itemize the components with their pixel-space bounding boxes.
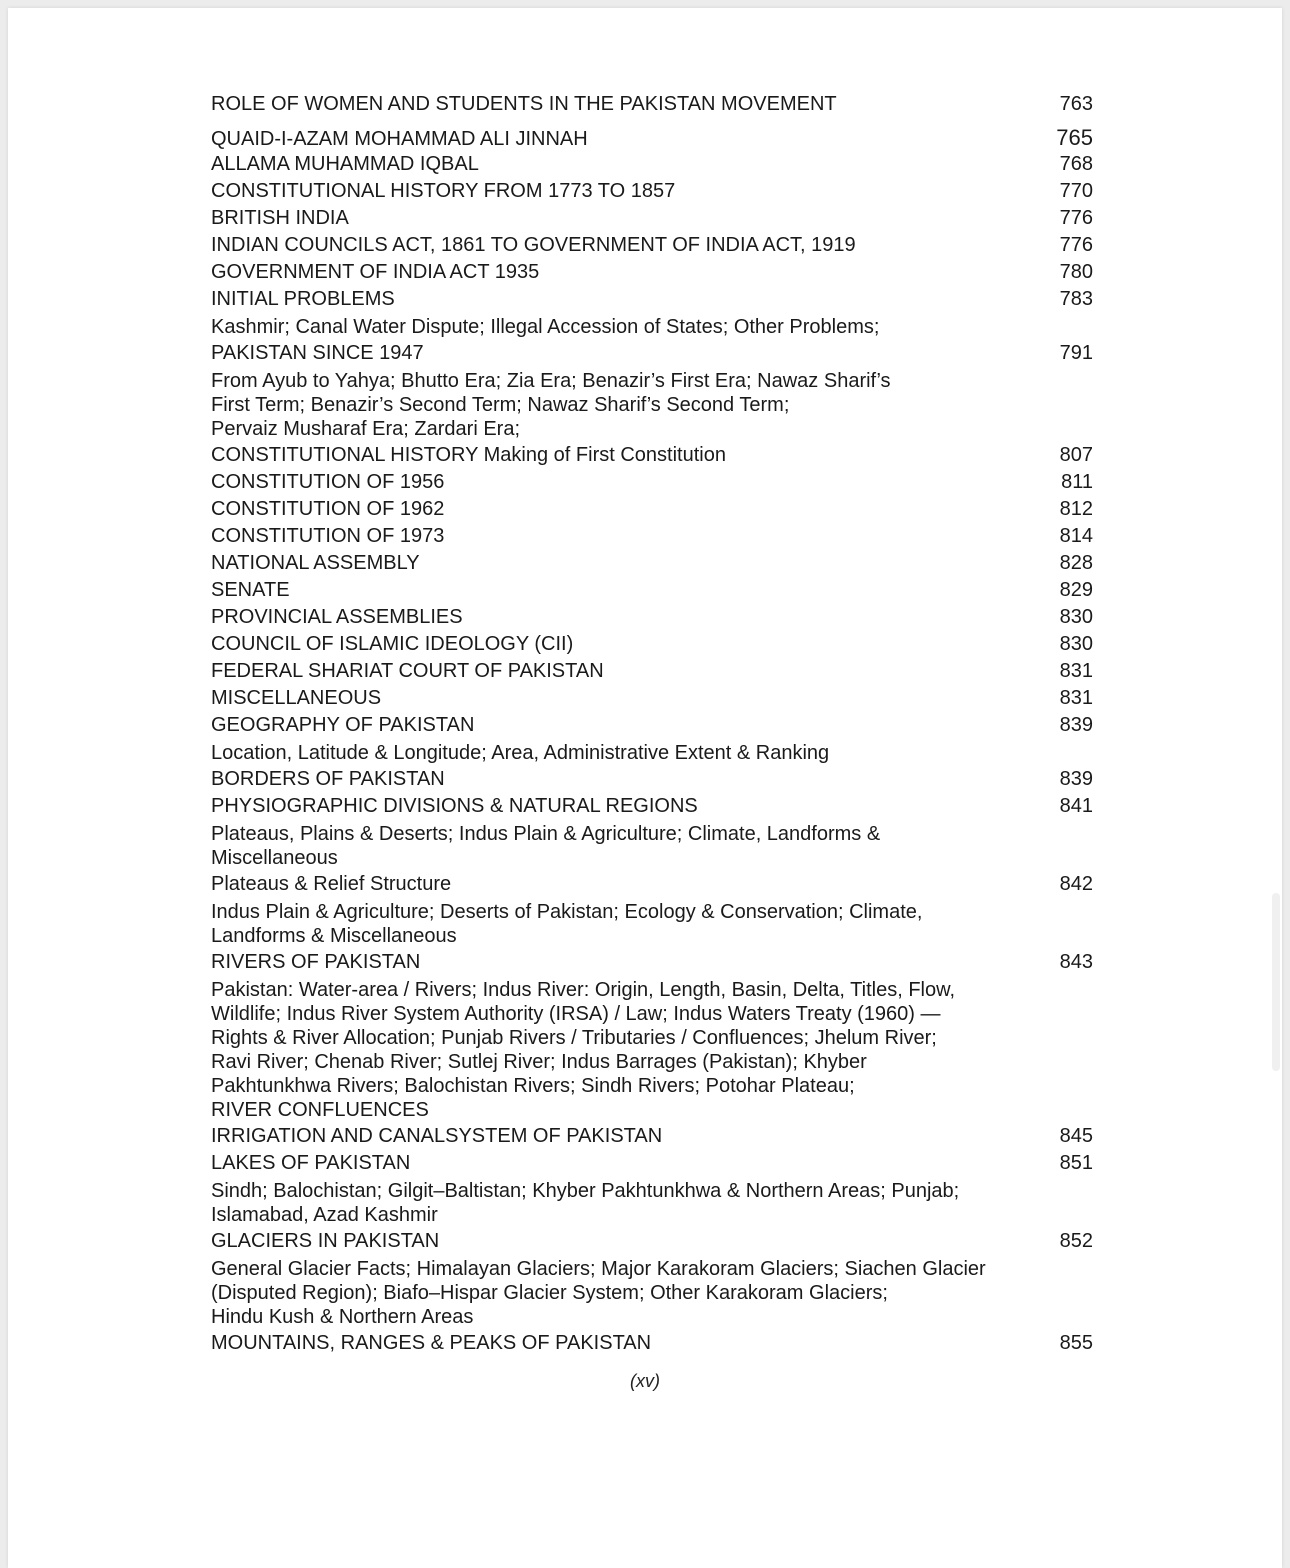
toc-entry[interactable] [211,286,1093,313]
toc-entry[interactable] [211,1150,1093,1177]
toc-entry-description [211,820,1093,871]
toc-entry[interactable] [211,550,1093,577]
toc-entry[interactable] [211,1228,1093,1255]
description-line: Islamabad, Azad Kashmir [211,1204,438,1226]
description-line: (Disputed Region); Biafo–Hispar Glacier System; Other Karakoram Glaciers; [211,1282,888,1304]
toc-entry-page-number: 768 [1059,153,1093,175]
toc-entry[interactable] [211,91,1093,124]
toc-entry[interactable] [211,442,1093,469]
toc-entry-title: MISCELLANEOUS [211,687,382,709]
toc-entry[interactable] [211,523,1093,550]
toc-entry-page-number: 855 [1059,1332,1093,1354]
toc-entry-title: BORDERS OF PAKISTAN [211,768,445,790]
description-line: From Ayub to Yahya; Bhutto Era; Zia Era; Benazir’s First Era; Nawaz Sharif’s [211,370,891,392]
toc-entry[interactable] [211,178,1093,205]
description-line: Pervaiz Musharaf Era; Zardari Era; [211,418,520,440]
toc-entry-title: INDIAN COUNCILS ACT, 1861 TO GOVERNMENT OF INDIA ACT, 1919 [211,234,856,256]
description-line: Location, Latitude & Longitude; Area, Administrative Extent & Ranking [211,742,830,764]
toc-entry[interactable] [211,631,1093,658]
toc-entry[interactable] [211,871,1093,898]
toc-entry-title: CONSTITUTION OF 1973 [211,525,445,547]
toc-entry-page-number: 852 [1059,1230,1093,1252]
toc-entry-page-number: 770 [1059,180,1093,202]
toc-entry[interactable] [211,658,1093,685]
toc-entry[interactable] [211,469,1093,496]
toc-entry-page-number: 812 [1059,498,1093,520]
toc-entry-page-number: 831 [1059,660,1093,682]
toc-entry-title: LAKES OF PAKISTAN [211,1152,411,1174]
toc-entry-page-number: 811 [1061,471,1093,493]
description-line: Indus Plain & Agriculture; Deserts of Pakistan; Ecology & Conservation; Climate, [211,901,923,923]
table-of-contents [211,91,1093,1357]
toc-entry-page-number: 843 [1059,951,1093,973]
toc-entry-title: GOVERNMENT OF INDIA ACT 1935 [211,261,540,283]
toc-entry[interactable] [211,766,1093,793]
toc-entry[interactable] [211,496,1093,523]
toc-entry-page-number: 831 [1059,687,1093,709]
toc-entry[interactable] [211,577,1093,604]
toc-entry[interactable] [211,1123,1093,1150]
toc-entry-title: COUNCIL OF ISLAMIC IDEOLOGY (CII) [211,633,574,655]
toc-entry[interactable] [211,124,1093,151]
toc-entry-page-number: 763 [1059,93,1093,115]
toc-entry-title: Plateaus & Relief Structure [211,873,452,895]
toc-entry-page-number: 845 [1059,1125,1093,1147]
toc-entry-page-number: 765 [1056,125,1093,150]
description-line: Hindu Kush & Northern Areas [211,1306,474,1328]
description-line: Landforms & Miscellaneous [211,925,457,947]
toc-entry-title: CONSTITUTION OF 1956 [211,471,445,493]
toc-entry-page-number: 830 [1059,633,1093,655]
description-line: Plateaus, Plains & Deserts; Indus Plain & Agriculture; Climate, Landforms & [211,823,881,845]
toc-entry-title: SENATE [211,579,290,601]
toc-entry-title: FEDERAL SHARIAT COURT OF PAKISTAN [211,660,604,682]
toc-entry-title: NATIONAL ASSEMBLY [211,552,420,574]
toc-entry-description [211,898,1093,949]
toc-entry-description [211,1177,1093,1228]
description-line: Ravi River; Chenab River; Sutlej River; Indus Barrages (Pakistan); Khyber [211,1051,867,1073]
page-number-footer: (xv) [630,1371,660,1391]
toc-entry-page-number: 842 [1059,873,1093,895]
toc-entry-page-number: 791 [1059,342,1093,364]
document-page [8,8,1282,1568]
toc-entry-page-number: 839 [1059,714,1093,736]
toc-entry-page-number: 776 [1059,207,1093,229]
toc-entry[interactable] [211,151,1093,178]
toc-entry-description [211,739,1093,766]
description-line: RIVER CONFLUENCES [211,1099,429,1121]
toc-entry[interactable] [211,259,1093,286]
toc-entry-description [211,367,1093,442]
vertical-scrollbar[interactable] [1272,893,1280,1071]
toc-entry[interactable] [211,793,1093,820]
toc-entry-page-number: 829 [1059,579,1093,601]
toc-entry-title: CONSTITUTIONAL HISTORY Making of First Constitution [211,444,726,466]
toc-entry-title: PAKISTAN SINCE 1947 [211,342,424,364]
toc-entry-title: CONSTITUTIONAL HISTORY FROM 1773 TO 1857 [211,180,676,202]
description-line: General Glacier Facts; Himalayan Glaciers; Major Karakoram Glaciers; Siachen Glacier [211,1258,986,1280]
toc-entry-title: CONSTITUTION OF 1962 [211,498,445,520]
toc-entry[interactable] [211,205,1093,232]
toc-entry-page-number: 828 [1059,552,1093,574]
toc-entry-page-number: 839 [1059,768,1093,790]
description-line: Pakistan: Water-area / Rivers; Indus River: Origin, Length, Basin, Delta, Titles, Flow, [211,979,955,1001]
toc-entry-title: INITIAL PROBLEMS [211,288,395,310]
toc-entry-title: ROLE OF WOMEN AND STUDENTS IN THE PAKISTAN MOVEMENT [211,93,837,115]
description-line: Rights & River Allocation; Punjab Rivers / Tributaries / Confluences; Jhelum River; [211,1027,937,1049]
toc-entry[interactable] [211,604,1093,631]
toc-entry-page-number: 780 [1059,261,1093,283]
toc-entry-description [211,1255,1093,1330]
toc-entry-page-number: 783 [1059,288,1093,310]
toc-entry-page-number: 851 [1059,1152,1093,1174]
toc-entry[interactable] [211,712,1093,739]
toc-entry-title: PHYSIOGRAPHIC DIVISIONS & NATURAL REGIONS [211,795,698,817]
toc-entry-title: ALLAMA MUHAMMAD IQBAL [211,153,479,175]
toc-entry-description [211,313,1093,340]
toc-entry-page-number: 776 [1059,234,1093,256]
toc-entry[interactable] [211,232,1093,259]
description-line: Sindh; Balochistan; Gilgit–Baltistan; Khyber Pakhtunkhwa & Northern Areas; Punjab; [211,1180,960,1202]
toc-entry-description [211,976,1093,1123]
toc-entry[interactable] [211,685,1093,712]
toc-entry-page-number: 814 [1059,525,1093,547]
toc-entry[interactable] [211,949,1093,976]
toc-entry-title: RIVERS OF PAKISTAN [211,951,421,973]
description-line: Pakhtunkhwa Rivers; Balochistan Rivers; Sindh Rivers; Potohar Plateau; [211,1075,855,1097]
toc-entry-title: IRRIGATION AND CANALSYSTEM OF PAKISTAN [211,1125,663,1147]
toc-entry-title: GEOGRAPHY OF PAKISTAN [211,714,475,736]
description-line: Wildlife; Indus River System Authority (IRSA) / Law; Indus Waters Treaty (1960) — [211,1003,941,1025]
toc-entry-page-number: 807 [1059,444,1093,466]
description-line: First Term; Benazir’s Second Term; Nawaz Sharif’s Second Term; [211,394,790,416]
toc-entry-title: QUAID-I-AZAM MOHAMMAD ALI JINNAH [211,128,588,150]
toc-entry-page-number: 841 [1059,795,1093,817]
toc-entry-title: PROVINCIAL ASSEMBLIES [211,606,463,628]
description-line: Miscellaneous [211,847,338,869]
toc-entry-title: MOUNTAINS, RANGES & PEAKS OF PAKISTAN [211,1332,652,1354]
toc-entry-title: BRITISH INDIA [211,207,349,229]
toc-entry[interactable] [211,340,1093,367]
toc-entry-title: GLACIERS IN PAKISTAN [211,1230,440,1252]
toc-entry-page-number: 830 [1059,606,1093,628]
toc-entry[interactable] [211,1330,1093,1357]
description-line: Kashmir; Canal Water Dispute; Illegal Accession of States; Other Problems; [211,316,880,338]
